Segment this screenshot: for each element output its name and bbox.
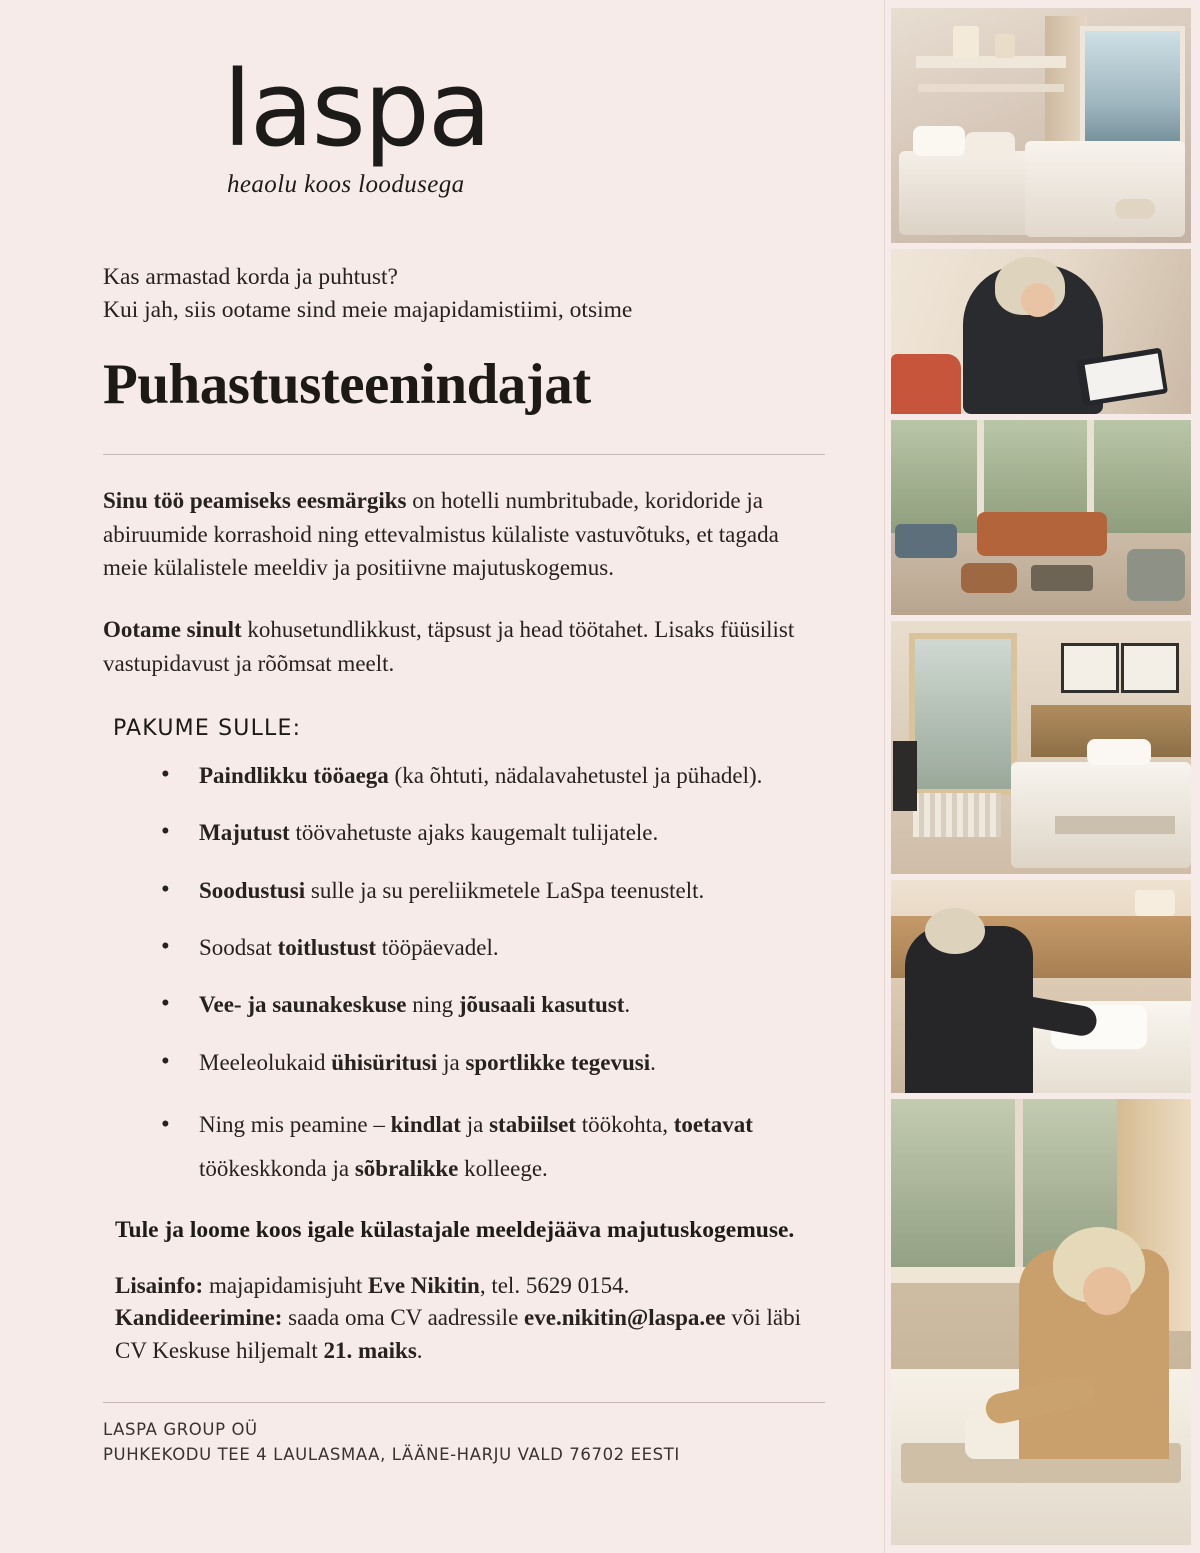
perk-emphasis: sportlikke tegevusi	[465, 1049, 651, 1075]
intro-line-2: Kui jah, siis ootame sind meie majapidamistiimi, otsime	[103, 297, 633, 324]
paragraph-role	[103, 484, 825, 584]
perk-text: (ka õhtuti, nädalavahetustel ja pühadel).	[388, 763, 763, 789]
perk-emphasis: Vee- ja saunakeskuse	[199, 992, 407, 1018]
brand-logo	[223, 48, 825, 199]
footer-divider	[103, 1402, 825, 1403]
perk-text: sulle ja su pereliikmetele LaSpa teenustelt.	[305, 877, 705, 903]
perk-emphasis: stabiilset	[489, 1112, 576, 1138]
making-bed-photo	[891, 880, 1191, 1093]
perks-heading: PAKUME SULLE:	[113, 716, 302, 742]
list-item	[161, 1103, 825, 1190]
list-item	[161, 988, 825, 1021]
contact-info-text-1: majapidamisjuht	[203, 1272, 368, 1298]
contact-block	[115, 1270, 825, 1368]
paragraph-role-lead: Sinu töö peamiseks eesmärgiks	[103, 488, 407, 514]
contact-person: Eve Nikitin	[368, 1272, 480, 1298]
perk-text: töövahetuste ajaks kaugemalt tulijatele.	[289, 820, 659, 846]
perk-emphasis: toetavat	[673, 1112, 753, 1138]
perk-emphasis: Majutust	[199, 820, 290, 846]
folding-towels-photo	[891, 1099, 1191, 1545]
perk-text: .	[624, 992, 631, 1018]
staff-with-tablet-photo	[891, 249, 1191, 414]
list-item	[161, 816, 825, 849]
contact-info-text-2: , tel. 5629 0154.	[479, 1272, 630, 1298]
apply-text-2: või läbi CV Keskuse hiljemalt	[115, 1305, 801, 1363]
perk-emphasis: Paindlikku tööaega	[199, 763, 389, 789]
perk-text: ja	[437, 1049, 466, 1075]
perk-emphasis: sõbralikke	[354, 1155, 459, 1181]
apply-label: Kandideerimine:	[115, 1305, 283, 1331]
perk-emphasis: toitlustust	[277, 935, 376, 961]
title-divider	[103, 454, 825, 455]
list-item	[161, 931, 825, 964]
perk-emphasis: Soodustusi	[199, 877, 306, 903]
page-title: Puhastusteenindajat	[103, 352, 591, 416]
perk-emphasis: kindlat	[390, 1112, 461, 1138]
perk-text: Meeleolukaid	[199, 1049, 332, 1075]
perk-text: tööpäevadel.	[376, 935, 499, 961]
perk-text: töökohta,	[575, 1112, 674, 1138]
contact-info-label: Lisainfo:	[115, 1272, 204, 1298]
intro-line-1: Kas armastad korda ja puhtust?	[103, 263, 398, 290]
perk-emphasis: jõusaali kasutust	[458, 992, 625, 1018]
footer-company: LASPA GROUP OÜ	[103, 1419, 258, 1439]
perk-emphasis: ühisüritusi	[331, 1049, 438, 1075]
footer-address: PUHKEKODU TEE 4 LAULASMAA, LÄÄNE-HARJU VALD 76702 EESTI	[103, 1445, 680, 1465]
perks-list	[103, 759, 825, 1190]
logo-wordmark: laspa	[223, 48, 490, 170]
perk-text: töökeskkonda ja	[199, 1155, 355, 1181]
perk-text: .	[650, 1049, 656, 1075]
perk-text: kolleege.	[458, 1155, 548, 1181]
apply-email[interactable]: eve.nikitin@laspa.ee	[524, 1305, 726, 1331]
apply-text-1: saada oma CV aadressile	[282, 1305, 525, 1331]
logo-tagline: heaolu koos loodusega	[227, 170, 465, 198]
perk-text: Ning mis peamine –	[199, 1112, 391, 1138]
perk-text: ning	[406, 992, 459, 1018]
apply-deadline: 21. maiks	[323, 1337, 417, 1363]
paragraph-expectations-lead: Ootame sinult	[103, 617, 242, 643]
paragraph-role-rest: on hotelli numbritubade, koridoride ja abiruumide korrashoid ning ettevalmistus külaliste vastuvõtuks, et tagada meie külalistele meeldiv ja positiivne majutuskogemus.	[103, 488, 779, 581]
photo-column	[885, 0, 1200, 1553]
lounge-forest-view-photo	[891, 420, 1191, 615]
list-item	[161, 874, 825, 907]
perk-text: ja	[460, 1112, 490, 1138]
paragraph-expectations-rest: kohusetundlikkust, täpsust ja head töötahet. Lisaks füüsilist vastupidavust ja rõõmsat meelt.	[103, 617, 795, 676]
hotel-twin-room-photo	[891, 8, 1191, 243]
intro-text	[103, 261, 825, 328]
closing-statement: Tule ja loome koos igale külastajale meeldejääva majutuskogemuse.	[115, 1216, 795, 1243]
footer-block	[103, 1417, 825, 1468]
perk-text: Soodsat	[199, 935, 278, 961]
apply-text-3: .	[416, 1337, 423, 1363]
list-item	[161, 759, 825, 792]
bedroom-artwork-photo	[891, 621, 1191, 874]
list-item	[161, 1046, 825, 1079]
paragraph-expectations	[103, 613, 825, 680]
